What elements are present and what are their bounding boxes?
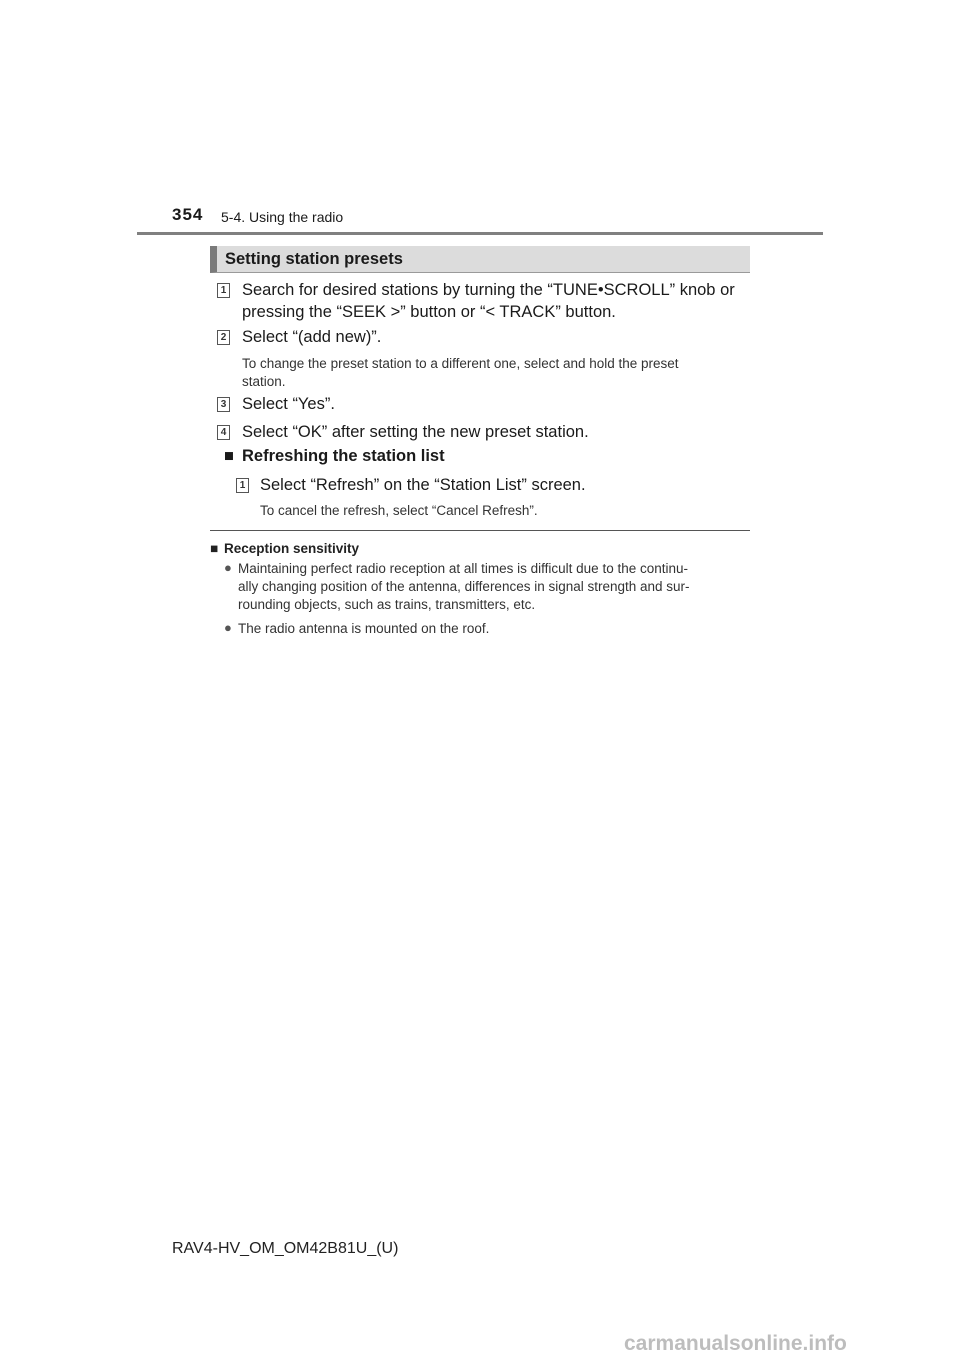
bullet-dot-icon: ●	[224, 560, 232, 575]
refresh-note: To cancel the refresh, select “Cancel Refresh”.	[260, 503, 538, 518]
square-marker: ■	[224, 447, 234, 465]
step-number-box: 1	[236, 478, 249, 493]
step-1-text-line1: Search for desired stations by turning the “TUNE•SCROLL” knob or	[242, 281, 735, 299]
reception-bullet-1-line3: rounding objects, such as trains, transmitters, etc.	[238, 597, 536, 612]
step-number-box: 4	[217, 425, 230, 440]
step-number-box: 2	[217, 330, 230, 345]
step-2-note-line1: To change the preset station to a different one, select and hold the preset	[242, 356, 679, 371]
step-2-text: Select “(add new)”.	[242, 328, 382, 346]
section-title: Setting station presets	[225, 250, 403, 268]
section-title-bar	[210, 246, 750, 273]
step-number-box: 3	[217, 397, 230, 412]
step-4-text: Select “OK” after setting the new preset station.	[242, 423, 589, 441]
reception-bullet-2: The radio antenna is mounted on the roof.	[238, 621, 490, 636]
step-number-box: 1	[217, 283, 230, 298]
section-divider	[210, 530, 750, 531]
document-id: RAV4-HV_OM_OM42B81U_(U)	[172, 1240, 399, 1257]
step-1-text-line2: pressing the “SEEK >” button or “< TRACK” button.	[242, 303, 616, 321]
section-reference: 5-4. Using the radio	[221, 209, 344, 225]
step-3-text: Select “Yes”.	[242, 395, 335, 413]
reception-heading: Reception sensitivity	[224, 541, 360, 556]
header-rule	[137, 232, 823, 235]
square-marker: ■	[210, 541, 219, 556]
refresh-step-text: Select “Refresh” on the “Station List” screen.	[260, 476, 586, 494]
reception-bullet-1-line1: Maintaining perfect radio reception at all times is difficult due to the continu-	[238, 561, 688, 576]
bullet-dot-icon: ●	[224, 620, 232, 635]
step-2-note-line2: station.	[242, 374, 286, 389]
refresh-heading: Refreshing the station list	[242, 447, 445, 465]
watermark: carmanualsonline.info	[624, 1332, 847, 1355]
reception-bullet-1-line2: ally changing position of the antenna, differences in signal strength and sur-	[238, 579, 690, 594]
page-number: 354	[172, 205, 204, 224]
